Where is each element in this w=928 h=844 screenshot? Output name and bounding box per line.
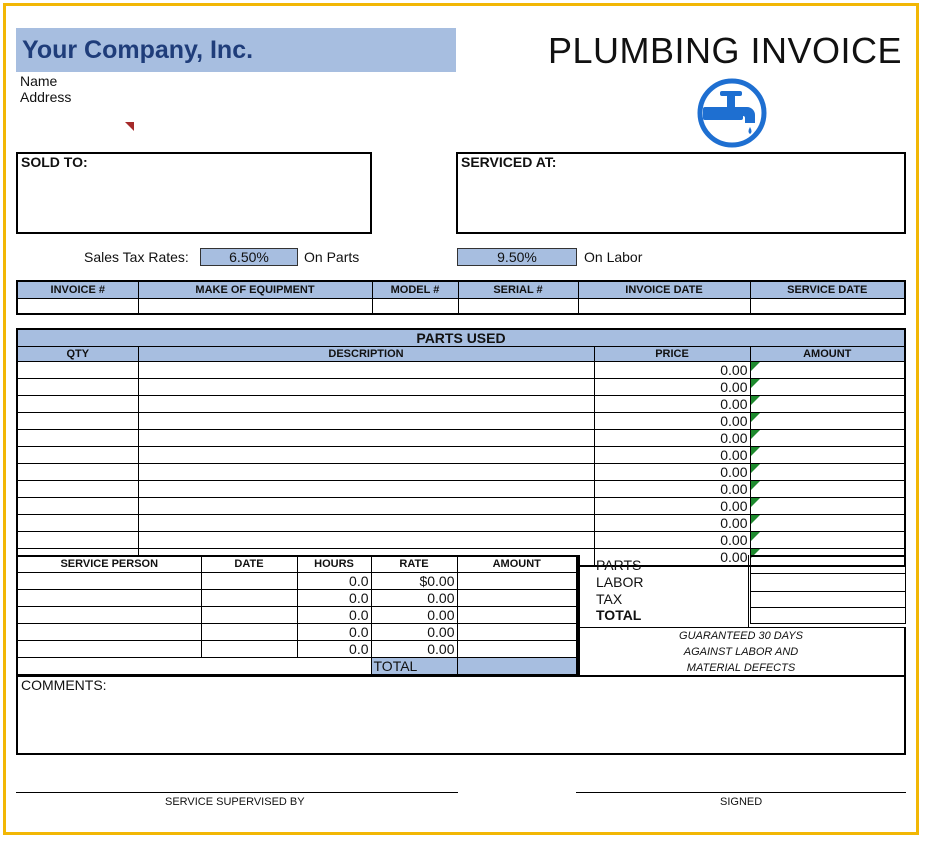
- summary-parts-value[interactable]: [750, 556, 906, 573]
- description-cell[interactable]: [138, 430, 594, 447]
- formula-indicator: [751, 464, 760, 473]
- price-cell[interactable]: 0.00: [594, 413, 750, 430]
- header-amount: AMOUNT: [750, 347, 905, 362]
- price-cell[interactable]: 0.00: [594, 430, 750, 447]
- date-cell[interactable]: [201, 606, 297, 623]
- qty-cell[interactable]: [17, 498, 138, 515]
- qty-cell[interactable]: [17, 464, 138, 481]
- parts-row: [17, 447, 905, 464]
- labor-total-row: [17, 657, 577, 675]
- info-input-row: [17, 298, 905, 314]
- labor-amount-cell[interactable]: [457, 606, 577, 623]
- parts-row: [17, 464, 905, 481]
- labor-amount-cell[interactable]: [457, 623, 577, 640]
- service-person-cell[interactable]: [17, 589, 201, 606]
- qty-cell[interactable]: [17, 396, 138, 413]
- description-cell[interactable]: [138, 464, 594, 481]
- summary-labor-value[interactable]: [750, 573, 906, 591]
- formula-indicator: [751, 532, 760, 541]
- sold-to-box[interactable]: [16, 152, 372, 234]
- summary-labor-label: LABOR: [596, 574, 644, 590]
- info-header-row: [17, 281, 905, 298]
- date-cell[interactable]: [201, 640, 297, 657]
- amount-cell[interactable]: [750, 413, 905, 430]
- guarantee-box: [578, 627, 906, 676]
- labor-row: [17, 589, 577, 606]
- price-cell[interactable]: 0.00: [594, 549, 750, 567]
- description-cell[interactable]: [138, 379, 594, 396]
- parts-tax-rate[interactable]: 6.50%: [200, 248, 298, 266]
- summary-total-value[interactable]: [750, 607, 906, 623]
- formula-indicator: [751, 498, 760, 507]
- parts-title-row: [17, 329, 905, 347]
- invoice-number-cell[interactable]: [17, 298, 138, 314]
- rate-cell[interactable]: 0.00: [371, 623, 457, 640]
- amount-cell[interactable]: [750, 396, 905, 413]
- signed-signature-line[interactable]: [576, 792, 906, 793]
- hours-cell[interactable]: 0.0: [297, 606, 371, 623]
- price-cell[interactable]: 0.00: [594, 379, 750, 396]
- qty-cell[interactable]: [17, 532, 138, 549]
- guarantee-line-3: MATERIAL DEFECTS: [686, 662, 796, 674]
- sales-tax-label: Sales Tax Rates:: [84, 249, 189, 265]
- labor-total-spacer: [201, 657, 297, 675]
- amount-cell[interactable]: [750, 498, 905, 515]
- labor-total-spacer: [17, 657, 201, 675]
- rate-cell[interactable]: 0.00: [371, 640, 457, 657]
- header-invoice-number: INVOICE #: [17, 281, 138, 298]
- parts-row: [17, 413, 905, 430]
- parts-used-table: [16, 328, 906, 567]
- formula-indicator: [751, 362, 760, 371]
- price-cell[interactable]: 0.00: [594, 447, 750, 464]
- serviced-at-label: SERVICED AT:: [461, 154, 557, 170]
- description-cell[interactable]: [138, 498, 594, 515]
- header-hours: HOURS: [297, 556, 371, 572]
- invoice-title: PLUMBING INVOICE: [548, 30, 903, 71]
- formula-indicator: [751, 430, 760, 439]
- amount-cell[interactable]: [750, 515, 905, 532]
- serviced-at-box[interactable]: [456, 152, 906, 234]
- description-cell[interactable]: [138, 447, 594, 464]
- summary-column-line: [748, 555, 749, 627]
- supervised-label: SERVICE SUPERVISED BY: [165, 796, 305, 808]
- formula-indicator: [751, 481, 760, 490]
- name-field[interactable]: Name: [20, 73, 58, 89]
- price-cell[interactable]: 0.00: [594, 498, 750, 515]
- labor-tax-rate[interactable]: 9.50%: [457, 248, 577, 266]
- labor-row: [17, 572, 577, 589]
- header-invoice-date: INVOICE DATE: [578, 281, 750, 298]
- service-person-cell[interactable]: [17, 640, 201, 657]
- price-cell[interactable]: 0.00: [594, 515, 750, 532]
- date-cell[interactable]: [201, 589, 297, 606]
- amount-cell[interactable]: [750, 481, 905, 498]
- parts-row: [17, 362, 905, 379]
- description-cell[interactable]: [138, 481, 594, 498]
- header-service-person: SERVICE PERSON: [17, 556, 201, 572]
- parts-header-row: [17, 347, 905, 362]
- service-person-cell[interactable]: [17, 572, 201, 589]
- guarantee-line-2: AGAINST LABOR AND: [683, 646, 799, 658]
- labor-row: [17, 640, 577, 657]
- header-model-number: MODEL #: [372, 281, 458, 298]
- comments-label: COMMENTS:: [21, 677, 107, 693]
- parts-used-title: PARTS USED: [17, 329, 905, 347]
- service-date-cell[interactable]: [750, 298, 905, 314]
- description-cell[interactable]: [138, 362, 594, 379]
- amount-cell[interactable]: [750, 447, 905, 464]
- header-make-of-equipment: MAKE OF EQUIPMENT: [138, 281, 372, 298]
- rate-cell[interactable]: $0.00: [371, 572, 457, 589]
- header-service-date: SERVICE DATE: [750, 281, 905, 298]
- price-cell[interactable]: 0.00: [594, 396, 750, 413]
- hours-cell[interactable]: 0.0: [297, 623, 371, 640]
- date-cell[interactable]: [201, 623, 297, 640]
- make-of-equipment-cell[interactable]: [138, 298, 372, 314]
- header-qty: QTY: [17, 347, 138, 362]
- amount-cell[interactable]: [750, 379, 905, 396]
- formula-indicator: [751, 379, 760, 388]
- description-cell[interactable]: [138, 413, 594, 430]
- service-person-cell[interactable]: [17, 606, 201, 623]
- invoice-info-table: [16, 280, 906, 315]
- description-cell[interactable]: [138, 396, 594, 413]
- date-cell[interactable]: [201, 572, 297, 589]
- summary-table: [594, 555, 906, 624]
- price-cell[interactable]: 0.00: [594, 362, 750, 379]
- amount-cell[interactable]: [750, 532, 905, 549]
- parts-row: [17, 379, 905, 396]
- labor-amount-cell[interactable]: [457, 572, 577, 589]
- labor-row: [17, 606, 577, 623]
- comments-box[interactable]: [16, 675, 906, 755]
- sold-to-label: SOLD TO:: [21, 154, 88, 170]
- hours-cell[interactable]: 0.0: [297, 640, 371, 657]
- summary-parts-label: PARTS: [596, 556, 642, 573]
- formula-indicator: [751, 447, 760, 456]
- parts-row: [17, 481, 905, 498]
- amount-cell[interactable]: [750, 430, 905, 447]
- amount-cell[interactable]: [750, 362, 905, 379]
- address-field[interactable]: Address: [20, 89, 72, 105]
- parts-row: [17, 498, 905, 515]
- header-labor-amount: AMOUNT: [457, 556, 577, 572]
- labor-header-row: [17, 556, 577, 572]
- summary-total-label: TOTAL: [596, 607, 642, 623]
- header-serial-number: SERIAL #: [458, 281, 578, 298]
- signed-label: SIGNED: [720, 796, 763, 808]
- qty-cell[interactable]: [17, 447, 138, 464]
- price-cell[interactable]: 0.00: [594, 532, 750, 549]
- faucet-icon: [693, 77, 773, 149]
- formula-indicator: [751, 396, 760, 405]
- header-price: PRICE: [594, 347, 750, 362]
- labor-amount-cell[interactable]: [457, 640, 577, 657]
- comment-marker: [125, 122, 134, 131]
- labor-row: [17, 623, 577, 640]
- hours-cell[interactable]: 0.0: [297, 572, 371, 589]
- summary-tax-value[interactable]: [750, 591, 906, 607]
- formula-indicator: [751, 515, 760, 524]
- qty-cell[interactable]: [17, 362, 138, 379]
- description-cell[interactable]: [138, 532, 594, 549]
- labor-total-label: TOTAL: [371, 657, 457, 675]
- price-cell[interactable]: 0.00: [594, 481, 750, 498]
- qty-cell[interactable]: [17, 379, 138, 396]
- parts-row: [17, 430, 905, 447]
- service-person-cell[interactable]: [17, 623, 201, 640]
- parts-row: [17, 532, 905, 549]
- labor-total-spacer: [297, 657, 371, 675]
- description-cell[interactable]: [138, 515, 594, 532]
- serial-number-cell[interactable]: [458, 298, 578, 314]
- qty-cell[interactable]: [17, 481, 138, 498]
- model-number-cell[interactable]: [372, 298, 458, 314]
- amount-cell[interactable]: [750, 464, 905, 481]
- qty-cell[interactable]: [17, 413, 138, 430]
- parts-row: [17, 396, 905, 413]
- qty-cell[interactable]: [17, 515, 138, 532]
- hours-cell[interactable]: 0.0: [297, 589, 371, 606]
- invoice-date-cell[interactable]: [578, 298, 750, 314]
- supervised-signature-line[interactable]: [16, 792, 458, 793]
- rate-cell[interactable]: 0.00: [371, 606, 457, 623]
- rate-cell[interactable]: 0.00: [371, 589, 457, 606]
- header-description: DESCRIPTION: [138, 347, 594, 362]
- company-name[interactable]: Your Company, Inc.: [22, 36, 254, 64]
- labor-table: [16, 555, 578, 676]
- formula-indicator: [751, 413, 760, 422]
- labor-total-value[interactable]: [457, 657, 577, 675]
- price-cell[interactable]: 0.00: [594, 464, 750, 481]
- on-parts-label: On Parts: [304, 249, 360, 265]
- parts-row: [17, 515, 905, 532]
- guarantee-line-1: GUARANTEED 30 DAYS: [679, 630, 803, 642]
- summary-tax-label: TAX: [596, 591, 623, 607]
- qty-cell[interactable]: [17, 430, 138, 447]
- header-rate: RATE: [371, 556, 457, 572]
- header-date: DATE: [201, 556, 297, 572]
- on-labor-label: On Labor: [584, 249, 643, 265]
- labor-amount-cell[interactable]: [457, 589, 577, 606]
- company-banner: [16, 28, 456, 72]
